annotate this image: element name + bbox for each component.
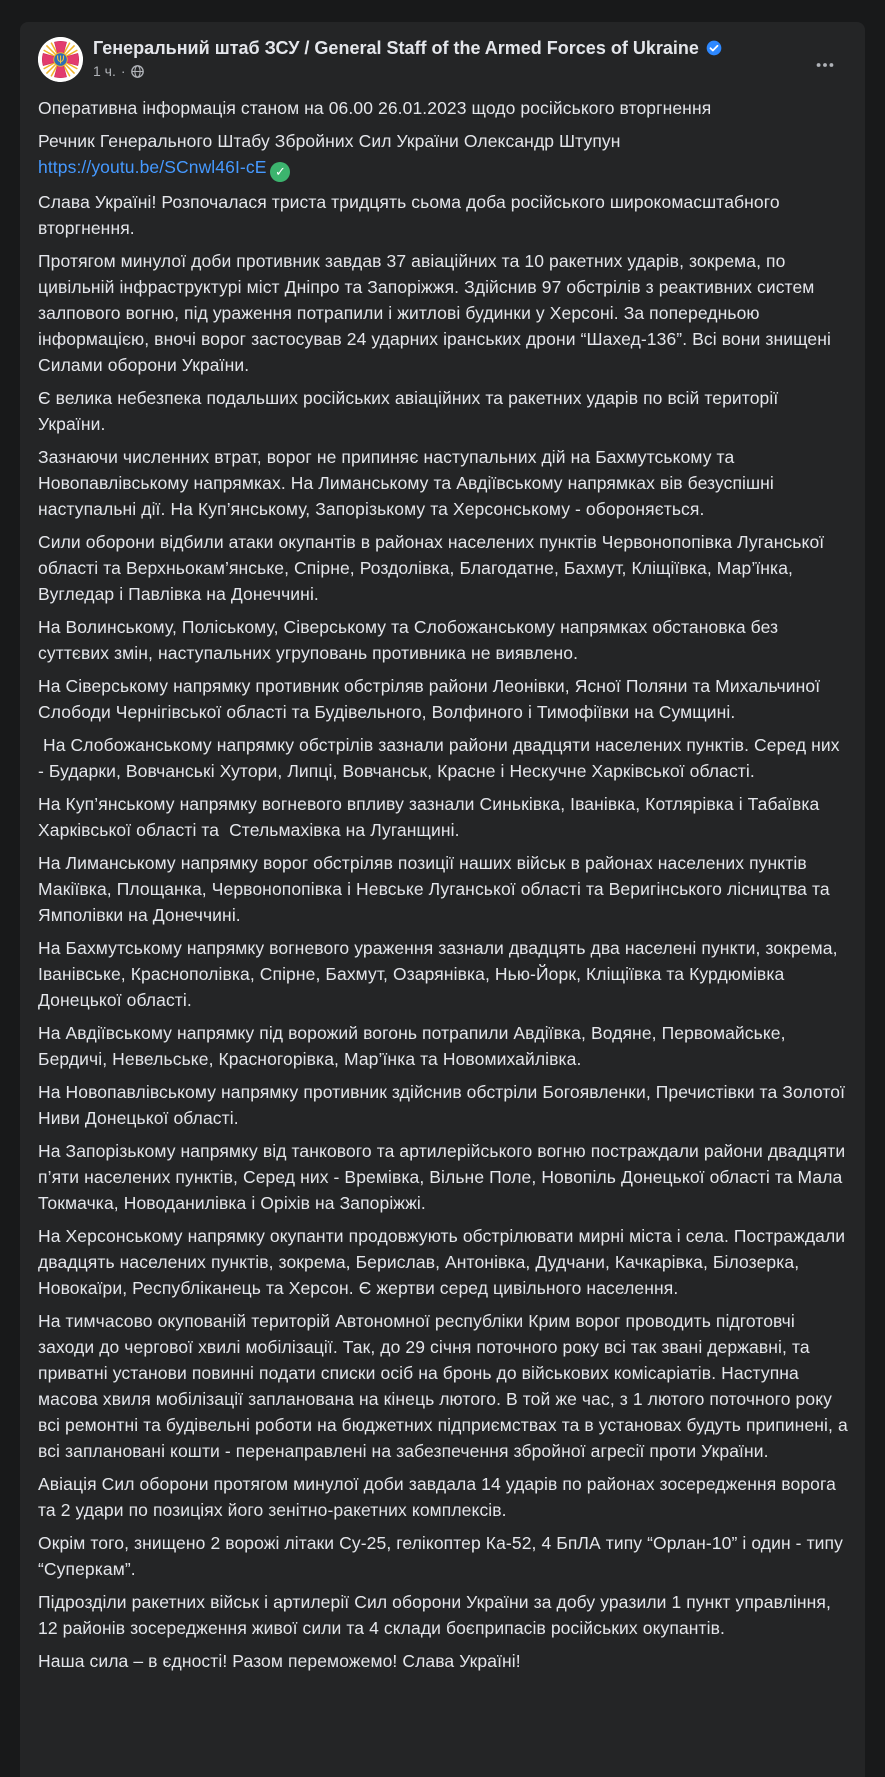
post-body	[38, 95, 853, 1674]
facebook-post-card	[20, 22, 865, 1777]
post-paragraph: Оперативна інформація станом на 06.00 26.01.2023 щодо російського вторгнення	[38, 98, 712, 118]
post-meta	[93, 63, 722, 79]
more-options-button[interactable]	[807, 47, 843, 83]
post-paragraph: На Волинському, Поліському, Сіверському та Слобожанському напрямках обстановка без суттєвих змін, наступальних угруповань противника не виявлено.	[38, 617, 784, 663]
verified-badge-icon	[706, 40, 722, 56]
post-paragraph: Сили оборони відбили атаки окупантів в районах населених пунктів Червонопопівка Луганської області та Верхньокам’янське, Спірне, Роздолівка, Благодатне, Бахмут, Кліщіївка, Мар’їнка, Вугледар і Павлівка на Донеччині.	[38, 532, 830, 604]
post-header	[38, 37, 848, 82]
post-paragraph: На Новопавлівському напрямку противник здійснив обстріли Богоявленки, Пречистівки та Золотої Ниви Донецької області.	[38, 1082, 851, 1128]
post-paragraph: Авіація Сил оборони протягом минулої доби завдала 14 ударів по районах зосередження ворога та 2 удари по позиціях його зенітно-ракетних комплексів.	[38, 1474, 841, 1520]
post-paragraph: Наша сила – в єдності! Разом переможемо! Слава Україні!	[38, 1651, 521, 1671]
globe-icon	[131, 65, 144, 78]
post-paragraph: На Куп’янському напрямку вогневого впливу зазнали Синьківка, Іванівка, Котлярівка і Табаївка Харківської області та Стельмахівка на Луганщині.	[38, 794, 825, 840]
post-paragraph: На Лиманському напрямку ворог обстріляв позиції наших військ в районах населених пунктів Макіївка, Площанка, Червонопопівка і Невське Луганської області та Веригінського лісництва та Ямполівки на Донеччині.	[38, 853, 835, 925]
post-paragraph: Є велика небезпека подальших російських авіаційних та ракетних ударів по всій території України.	[38, 388, 784, 434]
post-paragraph: Слава Україні! Розпочалася триста тридцять сьома доба російського широкомасштабного вторгнення.	[38, 192, 785, 238]
green-check-icon: ✓	[270, 162, 290, 182]
three-dots-icon	[814, 54, 836, 76]
post-paragraph: На Сіверському напрямку противник обстріляв райони Леонівки, Ясної Поляни та Михальчиної Слободи Чернігівської області та Будівельного, Волфиного і Тимофіївки на Сумщині.	[38, 676, 826, 722]
post-paragraph: Протягом минулої доби противник завдав 37 авіаційних та 10 ракетних ударів, зокрема, по цивільній інфраструктурі міст Дніпро та Запоріжжя. Здійснив 97 обстрілів з реактивних систем залпового вогню, під ураження потрапили і житлові будинки у Херсоні. За попередньою інформацією, вночі ворог застосував 24 ударних іранських дрони “Шахед-136”. Всі вони знищені Силами оборони України.	[38, 251, 836, 375]
post-paragraph: На Бахмутському напрямку вогневого ураження зазнали двадцять два населені пункти, зокрема, Іванівське, Краснополівка, Спірне, Бахмут, Озарянівка, Нью-Йорк, Кліщіївка та Курдюмівка Донецької області.	[38, 938, 843, 1010]
meta-separator: ·	[120, 63, 126, 79]
post-paragraph: На Запорізькому напрямку від танкового та артилерійського вогню постраждали райони двадцяти п’яти населених пунктів, Серед них - Времівка, Вільне Поле, Новопіль Донецької області та Мала Токмачка, Новоданилівка і Оріхів на Запоріжжі.	[38, 1141, 851, 1213]
header-info	[93, 37, 722, 79]
post-paragraph: На Слобожанському напрямку обстрілів зазнали райони двадцяти населених пунктів. Серед них - Бударки, Вовчанські Хутори, Липці, Вовчанськ, Красне і Нескучне Харківської області.	[38, 735, 845, 781]
page-name[interactable]: Генеральний штаб ЗСУ / General Staff of the Armed Forces of Ukraine	[93, 38, 699, 58]
svg-text:Ψ: Ψ	[56, 54, 65, 67]
timestamp[interactable]: 1 ч.	[93, 63, 116, 79]
youtube-link[interactable]: https://youtu.be/SCnwl46I-cE	[38, 157, 267, 177]
avatar[interactable]	[38, 37, 83, 82]
post-paragraph: Підрозділи ракетних військ і артилерії Сил оборони України за добу уразили 1 пункт управління, 12 районів зосередження живої сили та 4 склади боєприпасів російських окупантів.	[38, 1592, 836, 1638]
post-paragraph: Окрім того, знищено 2 ворожі літаки Су-25, гелікоптер Ка-52, 4 БпЛА типу “Орлан-10” і один - типу “Суперкам”.	[38, 1533, 848, 1579]
post-paragraph: На тимчасово окупованій територій Автономної республіки Крим ворог проводить підготовчі заходи до чергової хвилі мобілізації. Так, до 29 січня поточного року всі так звані державні, та приватні установи повинні подати списки осіб на бронь до військових комісаріатів. Наступна масова хвиля мобілізації запланована на кінець лютого. В той же час, з 1 лютого поточного року всі ремонтні та будівельні роботи на бюджетних підприємствах та в установах будуть припинені, а всі заплановані кошти - перенаправлені на забезпечення збройної агресії проти України.	[38, 1311, 853, 1461]
post-paragraph: Зазнаючи численних втрат, ворог не припиняє наступальних дій на Бахмутському та Новопавлівському напрямках. На Лиманському та Авдіївському напрямках вів безуспішні наступальні дії. На Куп’янському, Запорізькому та Херсонському - обороняється.	[38, 447, 779, 519]
post-paragraph: На Авдіївському напрямку під ворожий вогонь потрапили Авдіївка, Водяне, Первомайське, Бердичі, Невельське, Красногорівка, Мар’їнка та Новомихайлівка.	[38, 1023, 791, 1069]
general-staff-emblem-icon	[38, 37, 83, 82]
post-paragraph: На Херсонському напрямку окупанти продовжують обстрілювати мирні міста і села. Постраждали двадцять населених пунктів, зокрема, Берислав, Антонівка, Дудчани, Качкарівка, Білозерка, Новокаїри, Республіканець та Херсон. Є жертви серед цивільного населення.	[38, 1226, 851, 1298]
post-paragraph: Речник Генерального Штабу Збройних Сил України Олександр Штупун https://youtu.be/SCnwl46I-cE ✓	[38, 128, 848, 182]
